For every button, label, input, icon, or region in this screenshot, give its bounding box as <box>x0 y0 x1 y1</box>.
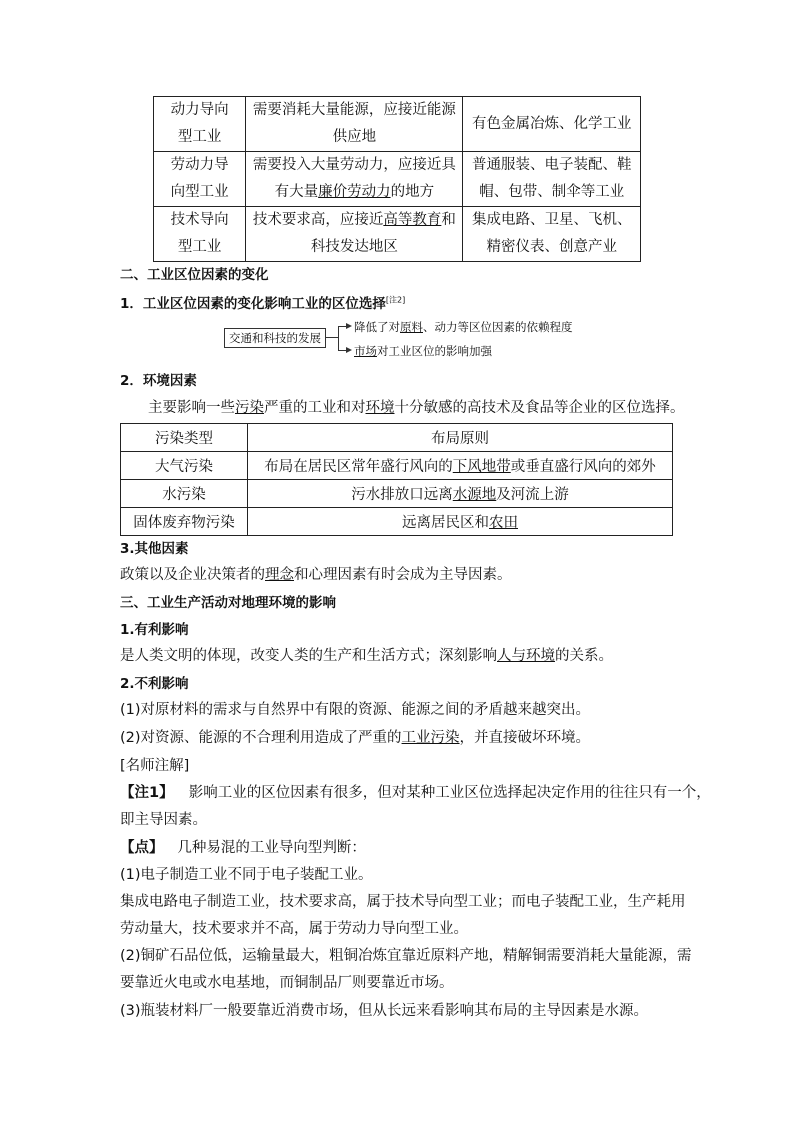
table-cell-rule: 布局在居民区常年盛行风向的下风地带或垂直盛行风向的郊外 <box>248 452 673 480</box>
note-1: 【注1】 影响工业的区位因素有很多，但对某种工业区位选择起决定作用的往往只有一个， <box>120 785 711 801</box>
table-header-cell: 布局原则 <box>248 424 673 452</box>
table-row <box>121 452 673 480</box>
table-cell-type: 大气污染 <box>121 452 248 480</box>
table-cell-type: 劳动力导 向型工业 <box>154 152 246 207</box>
table-row <box>121 480 673 508</box>
diagram-source-box: 交通和科技的发展 <box>224 328 326 348</box>
table-cell-rule: 远离居民区和农田 <box>248 508 673 536</box>
paragraph: 集成电路电子制造工业，技术要求高，属于技术导向型工业；而电子装配工业，生产耗用 <box>120 894 686 910</box>
table-cell-rule: 污水排放口远离水源地及河流上游 <box>248 480 673 508</box>
paragraph: 劳动量大，技术要求并不高，属于劳动力导向型工业。 <box>120 921 468 937</box>
subsection-heading: 2.不利影响 <box>120 676 189 692</box>
section-heading: 二、工业区位因素的变化 <box>120 267 269 283</box>
paragraph: 政策以及企业决策者的理念和心理因素有时会成为主导因素。 <box>120 567 512 583</box>
industry-orientation-table <box>153 96 641 262</box>
diagram-outcome-1: 降低了对原料、动力等区位因素的依赖程度 <box>354 320 573 334</box>
table-header-row <box>121 424 673 452</box>
section-heading: 三、工业生产活动对地理环境的影响 <box>120 595 336 611</box>
table-cell-type: 固体废弃物污染 <box>121 508 248 536</box>
table-row <box>154 152 641 207</box>
note-1-continuation: 即主导因素。 <box>120 812 207 828</box>
table-row <box>154 97 641 152</box>
table-row <box>121 508 673 536</box>
arrow-right-icon <box>346 323 352 329</box>
subsection-heading: 1．工业区位因素的变化影响工业的区位选择[注2] <box>120 295 406 312</box>
table-cell-examples: 集成电路、卫星、飞机、 精密仪表、创意产业 <box>463 207 641 262</box>
pollution-layout-table <box>120 423 673 536</box>
paragraph: (1)对原材料的需求与自然界中有限的资源、能源之间的矛盾越来越突出。 <box>120 702 591 718</box>
paragraph: (1)电子制造工业不同于电子装配工业。 <box>120 867 373 883</box>
paragraph: (2)铜矿石品位低，运输量最大，粗铜冶炼宜靠近原料产地，精解铜需要消耗大量能源，需 <box>120 948 692 964</box>
table-row <box>154 207 641 262</box>
footnote-ref: [注2] <box>385 295 406 305</box>
table-cell-type: 动力导向 型工业 <box>154 97 246 152</box>
table-cell-type: 技术导向 型工业 <box>154 207 246 262</box>
paragraph: 是人类文明的体现，改变人类的生产和生活方式；深刻影响人与环境的关系。 <box>120 648 613 664</box>
table-cell-feature: 需要投入大量劳动力，应接近具 有大量廉价劳动力的地方 <box>246 152 463 207</box>
location-factor-diagram <box>224 316 604 360</box>
subsection-heading: 1.有利影响 <box>120 622 189 638</box>
table-cell-type: 水污染 <box>121 480 248 508</box>
table-cell-feature: 技术要求高，应接近高等教育和 科技发达地区 <box>246 207 463 262</box>
diagram-connector <box>338 326 339 351</box>
diagram-connector <box>326 337 338 338</box>
notes-heading: [名师注解] <box>120 758 190 774</box>
arrow-right-icon <box>346 347 352 353</box>
diagram-outcome-2: 市场对工业区位的影响加强 <box>354 344 492 358</box>
table-cell-examples: 普通服装、电子装配、鞋 帽、包带、制伞等工业 <box>463 152 641 207</box>
paragraph: (3)瓶装材料厂一般要靠近消费市场，但从长远来看影响其布局的主导因素是水源。 <box>120 1003 649 1019</box>
paragraph: 主要影响一些污染严重的工业和对环境十分敏感的高技术及食品等企业的区位选择。 <box>148 400 685 416</box>
subsection-heading: 2．环境因素 <box>120 373 197 389</box>
paragraph: 要靠近火电或水电基地，而铜制品厂则要靠近市场。 <box>120 975 454 991</box>
table-cell-examples: 有色金属冶炼、化学工业 <box>463 97 641 152</box>
paragraph: (2)对资源、能源的不合理利用造成了严重的工业污染，并直接破坏环境。 <box>120 730 591 746</box>
point-note: 【点】 几种易混的工业导向型判断： <box>120 840 366 856</box>
table-cell-feature: 需要消耗大量能源，应接近能源 供应地 <box>246 97 463 152</box>
table-header-cell: 污染类型 <box>121 424 248 452</box>
subsection-heading: 3.其他因素 <box>120 541 189 557</box>
